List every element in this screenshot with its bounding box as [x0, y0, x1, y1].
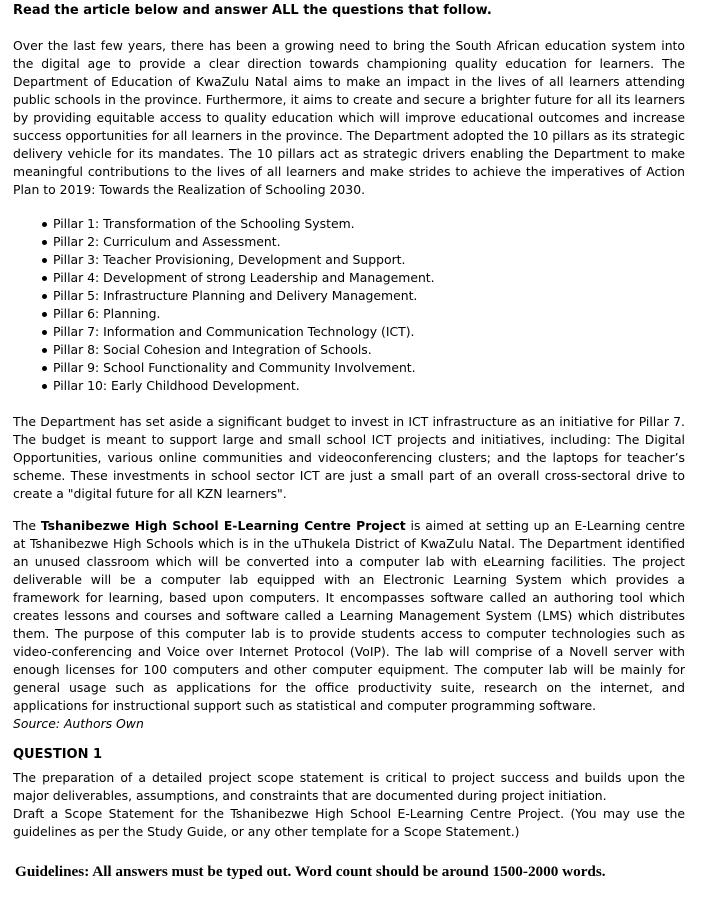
question-task: Draft a Scope Statement for the Tshanibezwe High School E-Learning Centre Project. (You may use the guidelines as per the Study Guide, or any other template for a Scope Statement.)	[13, 806, 685, 839]
list-item: Pillar 8: Social Cohesion and Integration of Schools.	[41, 341, 435, 359]
list-item: Pillar 1: Transformation of the Schooling System.	[41, 215, 435, 233]
list-item: Pillar 10: Early Childhood Development.	[41, 377, 435, 395]
list-item: Pillar 6: Planning.	[41, 305, 435, 323]
project-lead: The	[13, 518, 37, 533]
question-body	[13, 769, 685, 841]
list-item: Pillar 2: Curriculum and Assessment.	[41, 233, 435, 251]
budget-paragraph: The Department has set aside a significant budget to invest in ICT infrastructure as an initiative for Pillar 7. The budget is meant to support large and small school ICT projects and initiatives, including: The Digital Opportunities, various online communities and videoconferencing clusters; and the laptops for teacher’s scheme. These investments in school sector ICT are just a small part of an overall cross-sectoral drive to create a "digital future for all KZN learners".	[13, 414, 685, 501]
guidelines-note: Guidelines: All answers must be typed out. Word count should be around 1500-2000 words.	[15, 863, 606, 880]
list-item: Pillar 3: Teacher Provisioning, Development and Support.	[41, 251, 435, 269]
question-title: QUESTION 1	[13, 747, 103, 762]
question-intro: The preparation of a detailed project scope statement is critical to project success and builds upon the major deliverables, assumptions, and constraints that are documented during project initiation.	[13, 770, 685, 803]
list-item: Pillar 9: School Functionality and Community Involvement.	[41, 359, 435, 377]
project-body: is aimed at setting up an E-Learning centre at Tshanibezwe High Schools which is in the uThukela District of KwaZulu Natal. The Department identified an unused classroom which will be converted into a computer lab with eLearning facilities. The project deliverable will be a computer lab equipped with an Electronic Learning System which provides a framework for learning, based upon computers. It encompasses software called an authoring tool which creates lessons and courses and software called a Learning Management System (LMS) which distributes them. The purpose of this computer lab is to provide students access to computer technologies such as video-conferencing and Voice over Internet Protocol (VoIP). The lab will comprise of a Novell server with enough licenses for 100 computers and other computer equipment. The computer lab will be mainly for general usage such as applications for the office productivity suite, research on the internet, and applications for instructional support such as statistical and computer programming software.	[13, 518, 685, 713]
source-citation: Source: Authors Own	[13, 716, 144, 731]
project-name: Tshanibezwe High School E-Learning Centre Project	[40, 518, 406, 533]
pillars-list	[41, 215, 435, 395]
list-item: Pillar 7: Information and Communication Technology (ICT).	[41, 323, 435, 341]
list-item: Pillar 4: Development of strong Leadership and Management.	[41, 269, 435, 287]
project-paragraph	[13, 517, 685, 733]
list-item: Pillar 5: Infrastructure Planning and Delivery Management.	[41, 287, 435, 305]
intro-paragraph: Over the last few years, there has been a growing need to bring the South African education system into the digital age to provide a clear direction towards championing quality education for learners. The Department of Education of KwaZulu Natal aims to make an impact in the lives of all learners attending public schools in the province. Furthermore, it aims to create and secure a brighter future for all its learners by providing equitable access to quality education which will improve educational outcomes and increase success opportunities for all learners in the province. The Department adopted the 10 pillars as its strategic delivery vehicle for its mandates. The 10 pillars act as strategic drivers enabling the Department to make meaningful contributions to the lives of all learners and make strides to achieve the imperatives of Action Plan to 2019: Towards the Realization of Schooling 2030.	[13, 38, 685, 197]
instruction-heading: Read the article below and answer ALL the questions that follow.	[13, 3, 492, 18]
